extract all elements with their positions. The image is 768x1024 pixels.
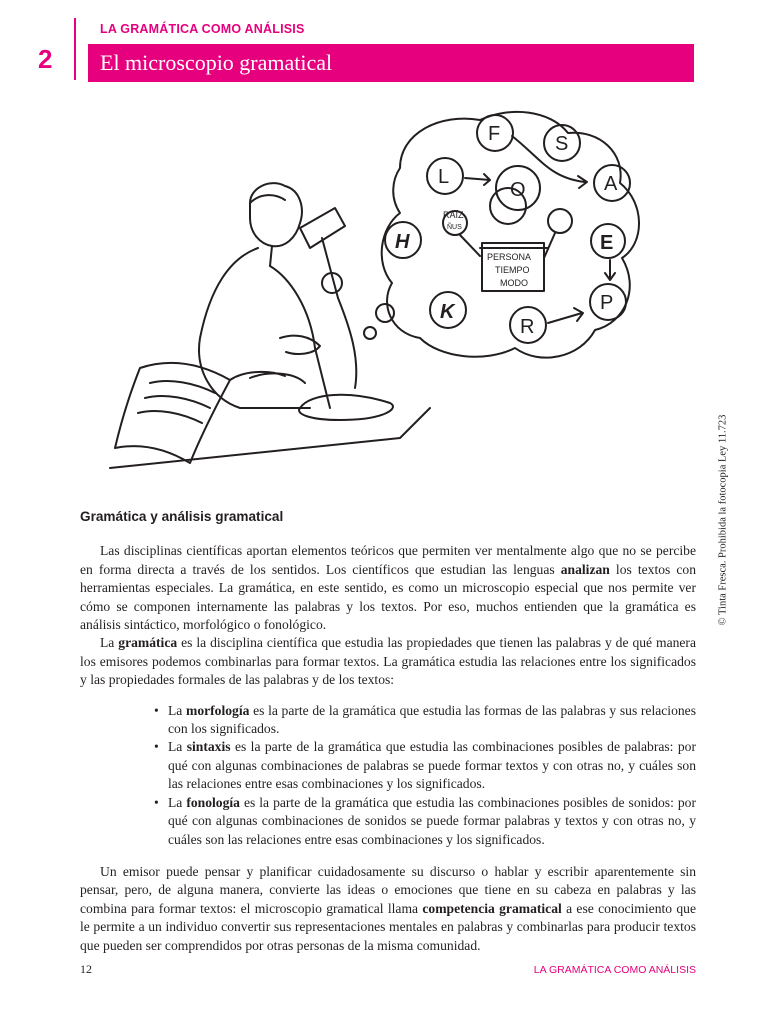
- raiz-label: RAÍZ: [443, 210, 464, 220]
- bubble-letter: R: [520, 316, 535, 338]
- running-header: LA GRAMÁTICA COMO ANÁLISIS: [100, 22, 305, 36]
- bubble-letter: K: [440, 301, 455, 323]
- paragraph: La gramática es la disciplina científica que estudia las propiedades que tienen las palabras y de qué manera los emisores podemos combinarlas para formar textos. La gramática estudia las relaciones entre los significados y las propiedades formales de las palabras y de los textos:: [80, 635, 696, 688]
- running-footer: LA GRAMÁTICA COMO ANÁLISIS: [533, 964, 696, 976]
- raiz-sub-label: ÑUS: [447, 224, 462, 231]
- list-item: • La morfología es la parte de la gramática que estudia las formas de las palabras y sus relaciones con los significados.: [168, 702, 696, 739]
- bubble-letter: S: [555, 133, 569, 155]
- box-line: MODO: [500, 278, 528, 288]
- list-item: • La fonología es la parte de la gramática que estudia las combinaciones posibles de sonidos: por qué con algunas combinaciones de sonidos se puede formar palabras y textos y con otras no, y cuáles son las relaciones entre esas combinaciones y los significados.: [168, 794, 696, 849]
- bubble-letter: A: [604, 173, 618, 195]
- main-content: [80, 508, 696, 955]
- definition-list: [80, 702, 696, 849]
- bubble-letter: P: [600, 292, 614, 314]
- table-edge: [110, 408, 430, 468]
- scientist-microscope-illustration: [100, 108, 660, 478]
- paragraph: Las disciplinas científicas aportan elementos teóricos que permiten ver mentalmente algo que no se percibe en forma directa a través de los sentidos. Los científicos que estudian las lenguas analizan los textos con herramientas especiales. La gramática, en este sentido, es como un microscopio especial que nos permite ver cómo se componen internamente las palabras y los textos. Por eso, muchos entienden que la gramática es análisis sintáctico, morfológico o fonológico.: [80, 543, 696, 633]
- box-line: TIEMPO: [495, 265, 530, 275]
- section-heading: Gramática y análisis gramatical: [80, 509, 284, 524]
- bubble-letter: O: [510, 179, 526, 201]
- bubble-letter: F: [488, 123, 501, 145]
- page-number: 12: [80, 962, 92, 976]
- scientist-head: [250, 183, 302, 246]
- paragraph: Un emisor puede pensar y planificar cuidadosamente su discurso o hablar y escribir aparentemente sin pensar, pero, de alguna manera, convierte las ideas o emociones que tiene en su cabeza en palabras y las combina para formar textos: el microscopio gramatical llama competencia gramatical a ese conocimiento que le permite a un individuo convertir sus representaciones mentales en palabras y combinarlas para producir textos que pueden ser comprendidos por otras personas de la misma comunidad.: [80, 863, 696, 953]
- box-line: PERSONA: [487, 252, 532, 262]
- microscope: [299, 208, 393, 420]
- chapter-number: 2: [38, 44, 53, 74]
- list-item: • La sintaxis es la parte de la gramática que estudia las combinaciones posibles de palabras: por qué con algunas combinaciones de palabras se puede formar textos y con otras no, y cuáles son las relaciones entre esas combinaciones y los significados.: [168, 738, 696, 793]
- chapter-title: El microscopio gramatical: [88, 44, 694, 82]
- copyright-notice: © Tinta Fresca. Prohibida la fotocopia Ley 11.723: [717, 414, 729, 626]
- bubble-letter: H: [395, 231, 410, 253]
- bubble-letter: L: [438, 166, 450, 188]
- bubble-letter: E: [600, 232, 614, 254]
- chapter-divider: [74, 18, 76, 80]
